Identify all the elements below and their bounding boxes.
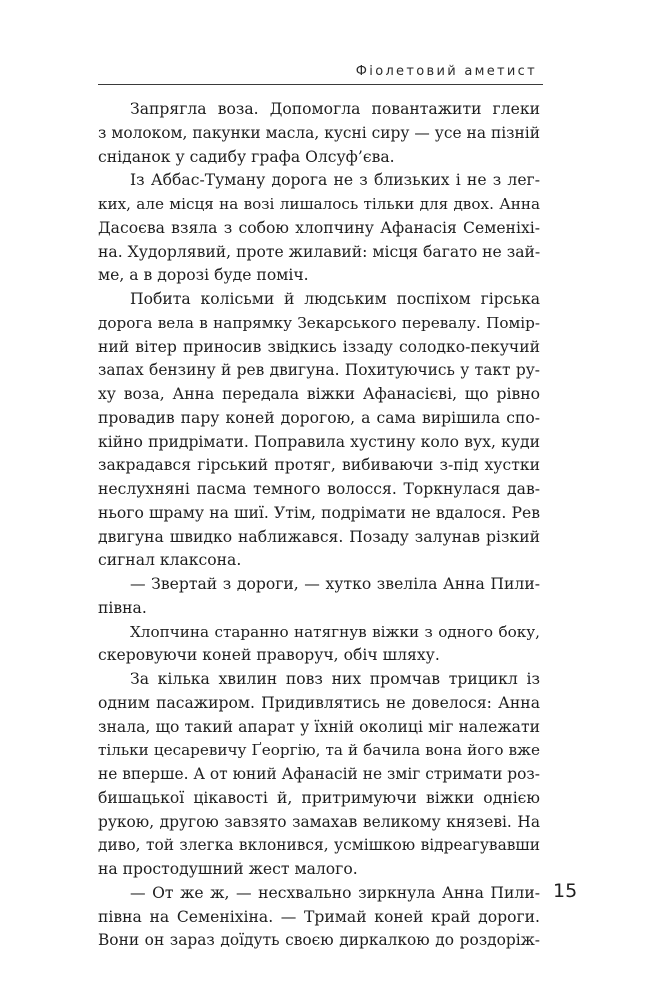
text-line: — Звертай з дороги, — хутко звеліла Анна Пили- — [130, 575, 540, 593]
text-line: Запрягла воза. Допомогла повантажити глеки — [130, 100, 540, 118]
text-line: неслухняні пасма темного волосся. Торкнулася дав- — [98, 480, 540, 498]
text-line: провадив пару коней дорогою, а сама вирішила спо- — [98, 408, 540, 427]
text-line: Побита колісьми й людським поспіхом гірська — [130, 290, 540, 308]
text-line: рукою, другою завзято замахав великому князеві. На — [98, 812, 540, 831]
text-line: кійно придрімати. Поправила хустину коло вух, куди — [98, 432, 540, 451]
text-line: За кілька хвилин повз них промчав трицикл із — [130, 670, 540, 688]
text-line: на. Худорлявий, проте жилавий: місця багато не зай- — [98, 242, 540, 261]
text-line: сигнал клаксона. — [98, 551, 242, 570]
text-line: ме, а в дорозі буде поміч. — [98, 266, 309, 285]
text-line: знала, що такий апарат у їхній околиці міг належати — [98, 717, 540, 736]
text-line: закрадався гірський протяг, вибиваючи з-під хустки — [98, 456, 540, 475]
text-line: нього шраму на шиї. Утім, подрімати не вдалося. Рев — [98, 503, 540, 522]
page-body-text — [98, 98, 540, 953]
text-line: диво, той злегка вклонився, усмішкою відреагувавши — [98, 836, 540, 855]
text-line: Хлопчина старанно натягнув віжки з одного боку, — [130, 622, 540, 641]
text-line: запах бензину й рев двигуна. Похитуючись у такт ру- — [98, 361, 540, 380]
text-line: сніданок у садибу графа Олсуф’єва. — [98, 147, 395, 166]
running-head: Фіолетовий аметист — [355, 64, 537, 79]
text-line: одним пасажиром. Придивлятись не довелося: Анна — [98, 693, 540, 712]
text-line: бишацької цікавості й, притримуючи віжки однією — [98, 788, 540, 807]
text-line: Дасоєва взяла з собою хлопчину Афанасія Семеніхі- — [98, 218, 540, 237]
text-line: не вперше. А от юний Афанасій не зміг стримати роз- — [98, 765, 540, 783]
text-line: півна на Семеніхіна. — Тримай коней край дороги. — [98, 907, 540, 926]
header-rule — [98, 84, 543, 85]
text-line: — От же ж, — несхвально зиркнула Анна Пили- — [130, 883, 540, 902]
text-line: скеровуючи коней праворуч, обіч шляху. — [98, 646, 440, 665]
text-line: Із Аббас-Туману дорога не з близьких і не з лег- — [130, 171, 540, 190]
text-line: на простодушний жест малого. — [98, 860, 358, 878]
text-line: півна. — [98, 598, 147, 617]
text-line: Вони он зараз доїдуть своєю диркалкою до роздоріж- — [98, 931, 540, 950]
text-line: тільки цесаревичу Ґеоргію, та й бачила вона його вже — [98, 741, 540, 760]
text-line: ких, але місця на возі лишалось тільки для двох. Анна — [98, 195, 540, 213]
text-line: двигуна швидко наближався. Позаду залунав різкий — [98, 527, 540, 546]
text-line: ний вітер приносив звідкись іззаду солодко-пекучий — [98, 337, 540, 356]
text-line: ху воза, Анна передала віжки Афанасієві, що рівно — [98, 385, 540, 403]
text-line: дорога вела в напрямку Зекарського перевалу. Помір- — [98, 313, 540, 332]
text-line: з молоком, пакунки масла, кусні сиру — усе на пізній — [98, 123, 540, 142]
page-number: 15 — [553, 880, 578, 902]
